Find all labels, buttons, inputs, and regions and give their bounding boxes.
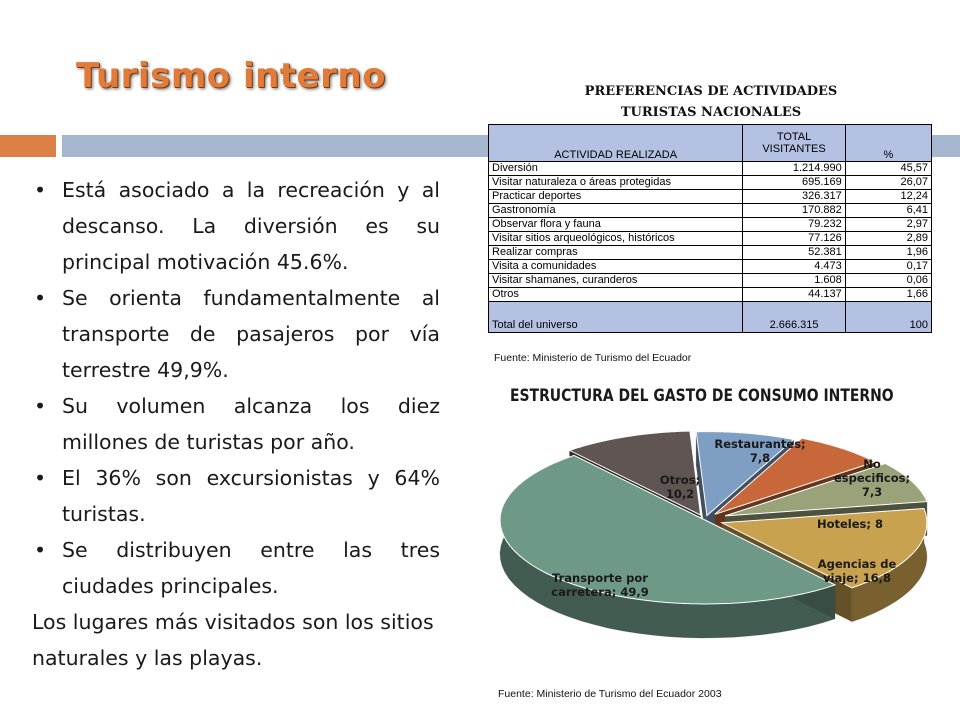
cell-activity: Practicar deportes (489, 190, 743, 204)
closing-paragraph: Los lugares más visitados son los sitios naturales y las playas. (32, 610, 434, 670)
table-row (489, 274, 932, 288)
bullet-list (32, 172, 440, 676)
table-row (489, 288, 932, 302)
table-row (489, 260, 932, 274)
cell-total: 695.169 (743, 176, 846, 190)
header-accent-bar-orange (0, 135, 56, 157)
cell-activity: Otros (489, 288, 743, 302)
column-header-total: TOTAL VISITANTES (743, 125, 846, 162)
cell-activity: Visitar naturaleza o áreas protegidas (489, 176, 743, 190)
bullet-dot: • (34, 178, 47, 202)
table-source: Fuente: Ministerio de Turismo del Ecuador (494, 352, 692, 364)
bullet-dot: • (34, 286, 47, 310)
cell-activity: Gastronomía (489, 204, 743, 218)
bullet-item (32, 460, 440, 532)
cell-activity: Visita a comunidades (489, 260, 743, 274)
bullet-text: Se orienta fundamentalmente al transporte de pasajeros por vía terrestre 49,9%. (62, 286, 440, 382)
cell-total: 326.317 (743, 190, 846, 204)
cell-percent: 0,06 (845, 274, 931, 288)
pie-label: Hoteles; 8 (816, 517, 884, 531)
cell-percent: 26,07 (845, 176, 931, 190)
pie-label: Restaurantes; 7,8 (714, 437, 806, 465)
cell-percent: 2,97 (845, 218, 931, 232)
pie-chart (480, 420, 940, 680)
table-row (489, 176, 932, 190)
cell-total: 1.214.990 (743, 162, 846, 176)
cell-total: 77.126 (743, 232, 846, 246)
cell-total: 2.666.315 (743, 302, 846, 333)
bullet-dot: • (34, 466, 47, 490)
column-header-percent: % (845, 125, 931, 162)
table-total-row (489, 302, 932, 333)
bullet-dot: • (34, 538, 47, 562)
table-title-line2: TURISTAS NACIONALES (620, 105, 802, 120)
cell-total: 52.381 (743, 246, 846, 260)
bullet-text: El 36% son excursionistas y 64% turistas. (62, 466, 440, 526)
column-header-activity: ACTIVIDAD REALIZADA (489, 125, 743, 162)
cell-activity: Visitar sitios arqueológicos, históricos (489, 232, 743, 246)
bullet-dot: • (34, 394, 47, 418)
cell-total: 1.608 (743, 274, 846, 288)
bullet-item (32, 280, 440, 388)
cell-percent: 100 (845, 302, 931, 333)
table-row (489, 218, 932, 232)
cell-total: 79.232 (743, 218, 846, 232)
slide-title: Turismo interno (76, 56, 386, 96)
cell-activity: Diversión (489, 162, 743, 176)
bullet-item (32, 532, 440, 604)
chart-title: ESTRUCTURA DEL GASTO DE CONSUMO INTERNO (510, 386, 894, 406)
cell-percent: 0,17 (845, 260, 931, 274)
cell-percent: 1,96 (845, 246, 931, 260)
bullet-text: Está asociado a la recreación y al descanso. La diversión es su principal motivación 45.6%. (62, 178, 440, 274)
cell-percent: 6,41 (845, 204, 931, 218)
chart-source: Fuente: Ministerio de Turismo del Ecuador 2003 (498, 688, 722, 700)
bullet-item (32, 388, 440, 460)
cell-percent: 2,89 (845, 232, 931, 246)
pie-label: Otros; 10,2 (659, 473, 701, 501)
cell-activity: Total del universo (489, 302, 743, 333)
activities-table (488, 124, 932, 333)
pie-label: Transporte por carretera; 49,9 (551, 571, 649, 599)
table-row (489, 190, 932, 204)
bullet-item (32, 172, 440, 280)
cell-percent: 12,24 (845, 190, 931, 204)
table-row (489, 246, 932, 260)
table-row (489, 204, 932, 218)
pie-label: Agencias de viaje; 16,8 (817, 557, 897, 585)
bullet-text: Se distribuyen entre las tres ciudades principales. (62, 538, 440, 598)
cell-total: 170.882 (743, 204, 846, 218)
table-row (489, 232, 932, 246)
pie-label: No especificos; 7,3 (833, 457, 911, 499)
bullet-text: Su volumen alcanza los diez millones de turistas por año. (62, 394, 440, 454)
cell-activity: Visitar shamanes, curanderos (489, 274, 743, 288)
cell-percent: 1,66 (845, 288, 931, 302)
cell-total: 4.473 (743, 260, 846, 274)
cell-percent: 45,57 (845, 162, 931, 176)
cell-activity: Realizar compras (489, 246, 743, 260)
cell-total: 44.137 (743, 288, 846, 302)
table-row (489, 162, 932, 176)
table-title-line1: PREFERENCIAS DE ACTIVIDADES (584, 84, 838, 99)
cell-activity: Observar flora y fauna (489, 218, 743, 232)
